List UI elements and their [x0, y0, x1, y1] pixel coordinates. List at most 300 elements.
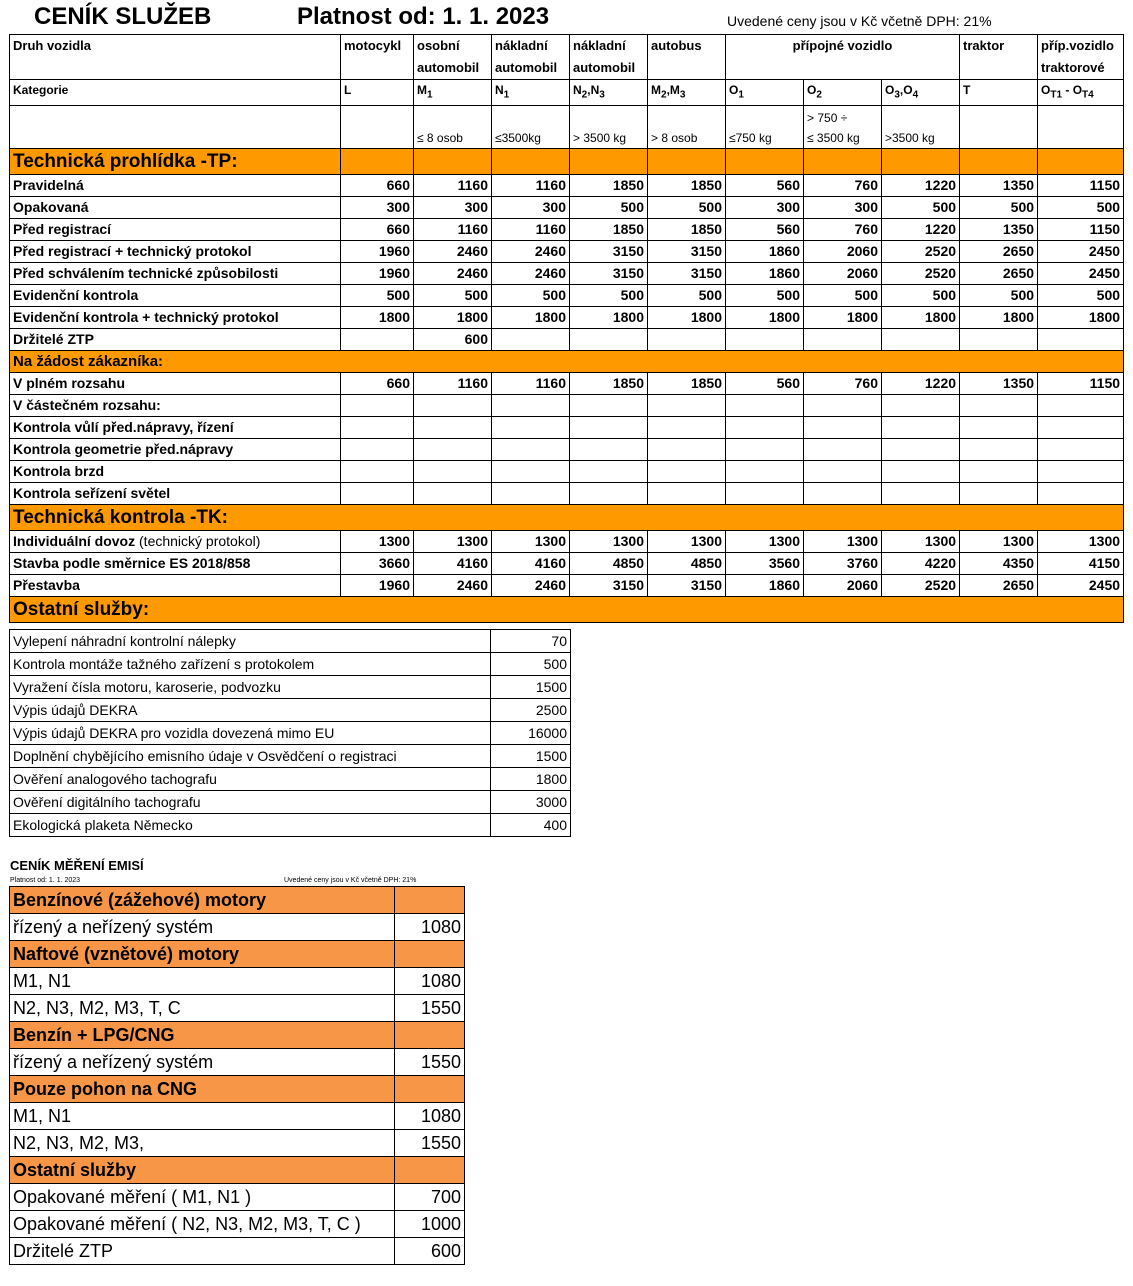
emissions-price-note: Uvedené ceny jsou v Kč včetně DPH: 21% [284, 877, 417, 884]
price-cell: 1860 [726, 263, 804, 285]
limit-cell: ≤3500kg [492, 106, 570, 149]
price-cell: 3760 [804, 553, 882, 575]
price-cell: 4150 [1038, 553, 1124, 575]
price-row [10, 531, 1124, 553]
row-label [10, 575, 341, 597]
price-cell: 1850 [570, 219, 648, 241]
category-n2n3: $N_2,N_3$ [570, 80, 648, 106]
price-cell: 1800 [960, 307, 1038, 329]
category-o2-sub: 2 [816, 89, 822, 101]
emission-label: N2, N3, M2, M3, [10, 1130, 395, 1157]
section-cell [414, 149, 492, 175]
price-cell [726, 395, 804, 417]
row-label-text: Kontrola seřízení světel [13, 485, 171, 502]
price-row [10, 329, 1124, 351]
price-cell: 2460 [414, 263, 492, 285]
price-cell: 1860 [726, 575, 804, 597]
header-autobus: autobus [648, 35, 726, 80]
price-cell: 660 [341, 175, 414, 197]
price-cell: 500 [726, 285, 804, 307]
price-cell: 3660 [341, 553, 414, 575]
price-cell: 2650 [960, 575, 1038, 597]
service-price: 1800 [491, 768, 571, 791]
price-cell [960, 417, 1038, 439]
category-m1-sub: 1 [427, 89, 433, 101]
price-cell: 2520 [882, 575, 960, 597]
emission-label: Opakované měření ( N2, N3, M2, M3, T, C ) [10, 1211, 395, 1238]
service-row [10, 722, 571, 745]
price-cell: 4850 [570, 553, 648, 575]
price-cell: 2060 [804, 241, 882, 263]
price-cell: 1220 [882, 373, 960, 395]
category-ot1-main: O [1041, 83, 1051, 97]
section-cell [1038, 149, 1124, 175]
price-cell: 560 [726, 219, 804, 241]
price-cell [492, 329, 570, 351]
price-cell: 1150 [1038, 219, 1124, 241]
price-row [10, 575, 1124, 597]
service-label: Ekologická plaketa Německo [10, 814, 491, 837]
limit-cell: > 8 osob [648, 106, 726, 149]
price-cell: 500 [960, 285, 1038, 307]
price-cell [960, 461, 1038, 483]
price-cell: 1300 [960, 531, 1038, 553]
price-row [10, 197, 1124, 219]
price-cell [414, 439, 492, 461]
section-tp-title: Technická prohlídka -TP: [10, 149, 341, 175]
limit-cell [10, 106, 341, 149]
price-cell: 2650 [960, 263, 1038, 285]
price-cell [882, 483, 960, 505]
price-cell: 560 [726, 373, 804, 395]
price-cell [414, 461, 492, 483]
service-price: 500 [491, 653, 571, 676]
emission-label: M1, N1 [10, 1103, 395, 1130]
emission-price: 1550 [395, 1049, 465, 1076]
price-cell: 1800 [804, 307, 882, 329]
row-label-note: (technický protokol) [135, 533, 261, 550]
section-cell [341, 149, 414, 175]
price-cell [804, 417, 882, 439]
price-row [10, 241, 1124, 263]
row-label-text: Pravidelná [13, 177, 84, 194]
service-label: Ověření digitálního tachografu [10, 791, 491, 814]
row-label-text: Individuální dovoz [13, 533, 136, 550]
emissions-title: CENÍK MĚŘENÍ EMISÍ [10, 858, 144, 873]
category-o4-sub: 4 [912, 89, 919, 101]
price-cell: 1300 [804, 531, 882, 553]
emission-group-header [10, 941, 465, 968]
vehicle-type-header-row [10, 35, 1124, 80]
price-cell [341, 439, 414, 461]
price-cell [414, 395, 492, 417]
header-nakladni-1 [492, 35, 570, 80]
service-row [10, 630, 571, 653]
service-price: 1500 [491, 676, 571, 699]
price-cell [1038, 439, 1124, 461]
header-osobni-line2: automobil [417, 60, 480, 75]
row-label-text: Držitelé ZTP [13, 331, 94, 348]
price-cell: 4160 [492, 553, 570, 575]
service-price: 70 [491, 630, 571, 653]
emission-group-empty [395, 1022, 465, 1049]
price-cell: 1150 [1038, 373, 1124, 395]
header-nakladni-1-line1: nákladní [495, 38, 548, 53]
emission-group-header [10, 887, 465, 914]
service-label: Kontrola montáže tažného zařízení s protokolem [10, 653, 491, 676]
category-m3-sub: 3 [679, 89, 686, 101]
limit-cell: >3500 kg [882, 106, 960, 149]
row-label [10, 285, 341, 307]
category-n1-sub: 1 [503, 89, 510, 101]
emission-group-header [10, 1076, 465, 1103]
price-cell: 300 [341, 197, 414, 219]
price-cell: 2460 [414, 241, 492, 263]
service-label: Vyražení čísla motoru, karoserie, podvozku [10, 676, 491, 699]
price-cell [804, 439, 882, 461]
category-n2-main: N [573, 83, 582, 97]
header-nakladni-2-line2: automobil [573, 60, 636, 75]
service-row [10, 653, 571, 676]
price-cell: 760 [804, 373, 882, 395]
price-cell: 1160 [414, 373, 492, 395]
price-cell: 1300 [648, 531, 726, 553]
price-cell: 500 [341, 285, 414, 307]
price-cell: 1850 [648, 175, 726, 197]
price-cell [341, 483, 414, 505]
category-o2 [804, 80, 882, 106]
price-cell [882, 461, 960, 483]
price-cell [341, 461, 414, 483]
price-cell: 1300 [414, 531, 492, 553]
price-cell [492, 483, 570, 505]
price-cell [648, 395, 726, 417]
price-cell: 2520 [882, 241, 960, 263]
price-cell: 1850 [648, 219, 726, 241]
emission-label: řízený a neřízený systém [10, 1049, 395, 1076]
emission-group-empty [395, 1076, 465, 1103]
section-cell [648, 149, 726, 175]
price-cell: 760 [804, 219, 882, 241]
price-cell: 1800 [570, 307, 648, 329]
limit-cell: > 3500 kg [570, 106, 648, 149]
price-cell: 500 [648, 197, 726, 219]
price-cell: 3150 [648, 575, 726, 597]
row-label-text: Kontrola geometrie před.nápravy [13, 441, 234, 458]
category-o1-main: O [729, 83, 739, 97]
price-cell [804, 329, 882, 351]
price-cell: 2450 [1038, 241, 1124, 263]
price-cell: 2520 [882, 263, 960, 285]
header-pripojne: přípojné vozidlo [726, 35, 960, 80]
price-cell [570, 439, 648, 461]
price-cell: 1860 [726, 241, 804, 263]
service-row [10, 699, 571, 722]
price-cell [492, 439, 570, 461]
price-cell: 1350 [960, 373, 1038, 395]
category-t: T [960, 80, 1038, 106]
price-cell: 500 [804, 285, 882, 307]
category-n1-main: N [495, 83, 504, 97]
emission-row [10, 1049, 465, 1076]
price-cell: 2460 [492, 575, 570, 597]
category-o2-main: O [807, 83, 817, 97]
price-cell: 1960 [341, 241, 414, 263]
price-cell: 760 [804, 175, 882, 197]
row-label [10, 219, 341, 241]
row-label [10, 329, 341, 351]
price-cell: 500 [1038, 285, 1124, 307]
emission-price: 1080 [395, 968, 465, 995]
service-price: 1500 [491, 745, 571, 768]
price-cell: 1800 [414, 307, 492, 329]
emission-price: 1000 [395, 1211, 465, 1238]
price-row [10, 417, 1124, 439]
emission-group-title: Benzínové (zážehové) motory [10, 887, 395, 914]
price-cell: 1850 [570, 175, 648, 197]
price-cell: 1160 [492, 175, 570, 197]
price-cell [726, 329, 804, 351]
row-label [10, 553, 341, 575]
validity-date: Platnost od: 1. 1. 2023 [297, 3, 550, 30]
header-traktor: traktor [960, 35, 1038, 80]
emission-label: řízený a neřízený systém [10, 914, 395, 941]
header-nakladni-2-line1: nákladní [573, 38, 626, 53]
price-cell [960, 439, 1038, 461]
price-cell [726, 417, 804, 439]
price-cell: 2460 [492, 241, 570, 263]
row-label [10, 197, 341, 219]
price-cell: 1850 [570, 373, 648, 395]
request-rows [10, 373, 1124, 505]
service-label: Doplnění chybějícího emisního údaje v Osvědčení o registraci [10, 745, 491, 768]
price-cell: 1800 [492, 307, 570, 329]
price-cell [882, 329, 960, 351]
row-label [10, 461, 341, 483]
row-label-text: Evidenční kontrola [13, 287, 139, 304]
price-cell: 300 [492, 197, 570, 219]
service-label: Vylepení náhradní kontrolní nálepky [10, 630, 491, 653]
price-cell: 1160 [414, 175, 492, 197]
price-cell: 2460 [492, 263, 570, 285]
price-cell: 1800 [882, 307, 960, 329]
category-label: Kategorie [10, 80, 341, 106]
price-cell: 1300 [1038, 531, 1124, 553]
category-o1 [726, 80, 804, 106]
price-cell: 600 [414, 329, 492, 351]
price-cell: 560 [726, 175, 804, 197]
price-cell: 1300 [492, 531, 570, 553]
price-cell [492, 461, 570, 483]
price-row [10, 483, 1124, 505]
row-label [10, 531, 341, 553]
price-cell: 660 [341, 219, 414, 241]
row-label [10, 439, 341, 461]
category-ot4-sub: T4 [1082, 89, 1094, 101]
row-label-text: Před registrací [13, 221, 112, 238]
section-cell [570, 149, 648, 175]
price-cell: 1350 [960, 219, 1038, 241]
price-cell: 500 [882, 285, 960, 307]
emission-group-empty [395, 941, 465, 968]
price-cell [414, 417, 492, 439]
price-cell: 300 [804, 197, 882, 219]
price-cell: 3150 [648, 263, 726, 285]
price-cell: 2060 [804, 575, 882, 597]
emission-row [10, 1103, 465, 1130]
price-cell: 3150 [570, 575, 648, 597]
row-label [10, 263, 341, 285]
price-row [10, 461, 1124, 483]
price-cell [648, 417, 726, 439]
tk-rows [10, 531, 1124, 597]
section-tp-row [10, 149, 1124, 175]
emission-label: Opakované měření ( M1, N1 ) [10, 1184, 395, 1211]
price-cell [570, 329, 648, 351]
emission-price: 600 [395, 1238, 465, 1265]
category-o3-main: O [885, 83, 895, 97]
limit-cell: ≤ 8 osob [414, 106, 492, 149]
price-cell [648, 439, 726, 461]
row-label [10, 307, 341, 329]
service-price: 3000 [491, 791, 571, 814]
category-o3-sub: 3 [894, 89, 900, 101]
section-tk-title: Technická kontrola -TK: [10, 505, 1124, 531]
price-cell: 1160 [492, 373, 570, 395]
price-cell: 500 [960, 197, 1038, 219]
price-cell: 1300 [726, 531, 804, 553]
category-o1-sub: 1 [738, 89, 744, 101]
emission-label: M1, N1 [10, 968, 395, 995]
limit-cell-o2 [804, 106, 882, 149]
header-nakladni-1-line2: automobil [495, 60, 558, 75]
section-request-row [10, 351, 1124, 373]
row-label-text: Před registrací + technický protokol [13, 243, 252, 260]
service-price: 16000 [491, 722, 571, 745]
price-cell: 4850 [648, 553, 726, 575]
service-row [10, 745, 571, 768]
price-cell [726, 483, 804, 505]
section-other-title: Ostatní služby: [10, 597, 1124, 623]
price-cell: 3150 [570, 241, 648, 263]
service-label: Výpis údajů DEKRA [10, 699, 491, 722]
category-m1-main: M [417, 83, 427, 97]
limit-cell [1038, 106, 1124, 149]
category-n3-sub: 3 [599, 89, 605, 101]
price-cell [960, 395, 1038, 417]
row-label-text: V částečném rozsahu: [13, 397, 161, 414]
price-cell: 1220 [882, 219, 960, 241]
emission-row [10, 914, 465, 941]
limits-header-row [10, 106, 1124, 149]
emission-label: Držitelé ZTP [10, 1238, 395, 1265]
service-label: Ověření analogového tachografu [10, 768, 491, 791]
price-row [10, 263, 1124, 285]
category-l: L [341, 80, 414, 106]
price-cell: 1220 [882, 175, 960, 197]
price-cell: 2450 [1038, 263, 1124, 285]
row-label-text: Kontrola brzd [13, 463, 104, 480]
emission-group-header [10, 1022, 465, 1049]
category-m2m3: $M_2,M_3$ [648, 80, 726, 106]
price-row [10, 219, 1124, 241]
service-label: Výpis údajů DEKRA pro vozidla dovezená mimo EU [10, 722, 491, 745]
header-prip-trak-line2: traktorové [1041, 60, 1105, 75]
price-cell: 1850 [648, 373, 726, 395]
price-cell: 500 [570, 197, 648, 219]
price-cell [648, 483, 726, 505]
section-other-row [10, 597, 1124, 623]
section-request-title: Na žádost zákazníka: [10, 351, 1124, 373]
price-cell: 500 [882, 197, 960, 219]
price-cell [726, 439, 804, 461]
price-cell [341, 329, 414, 351]
service-row [10, 768, 571, 791]
price-cell [1038, 483, 1124, 505]
price-cell [960, 329, 1038, 351]
category-ot1-sub: T1 [1050, 89, 1063, 101]
emission-row [10, 995, 465, 1022]
section-cell [960, 149, 1038, 175]
price-cell: 2650 [960, 241, 1038, 263]
price-cell: 1160 [414, 219, 492, 241]
price-cell [726, 461, 804, 483]
price-row [10, 553, 1124, 575]
row-label-text: Před schválením technické způsobilosti [13, 265, 279, 282]
category-n1 [492, 80, 570, 106]
price-cell: 1300 [882, 531, 960, 553]
other-services-table [9, 629, 571, 837]
service-row [10, 676, 571, 699]
price-cell: 1800 [648, 307, 726, 329]
price-cell: 1800 [726, 307, 804, 329]
emission-label: N2, N3, M2, M3, T, C [10, 995, 395, 1022]
price-cell: 1350 [960, 175, 1038, 197]
emission-group-empty [395, 1157, 465, 1184]
emission-price: 1550 [395, 995, 465, 1022]
emission-group-title: Pouze pohon na CNG [10, 1076, 395, 1103]
price-cell [414, 483, 492, 505]
page-title: CENÍK SLUŽEB [34, 3, 212, 30]
price-cell: 2060 [804, 263, 882, 285]
emission-row [10, 1184, 465, 1211]
row-label [10, 175, 341, 197]
limit-o2-line1: > 750 ÷ [807, 111, 848, 126]
header-nakladni-2 [570, 35, 648, 80]
price-cell: 1800 [1038, 307, 1124, 329]
price-cell: 3150 [648, 241, 726, 263]
price-cell: 1300 [570, 531, 648, 553]
emission-group-empty [395, 887, 465, 914]
row-label-text: Přestavba [13, 577, 80, 594]
price-cell [882, 439, 960, 461]
price-cell: 4220 [882, 553, 960, 575]
category-header-row [10, 80, 1124, 106]
price-cell [1038, 395, 1124, 417]
category-m2-main: M [651, 83, 661, 97]
section-cell [804, 149, 882, 175]
price-cell: 4350 [960, 553, 1038, 575]
price-cell: 4160 [414, 553, 492, 575]
category-m1 [414, 80, 492, 106]
price-cell: 500 [1038, 197, 1124, 219]
price-row [10, 285, 1124, 307]
price-cell: 300 [726, 197, 804, 219]
limit-cell [960, 106, 1038, 149]
emission-group-header [10, 1157, 465, 1184]
section-cell [492, 149, 570, 175]
price-cell [648, 329, 726, 351]
